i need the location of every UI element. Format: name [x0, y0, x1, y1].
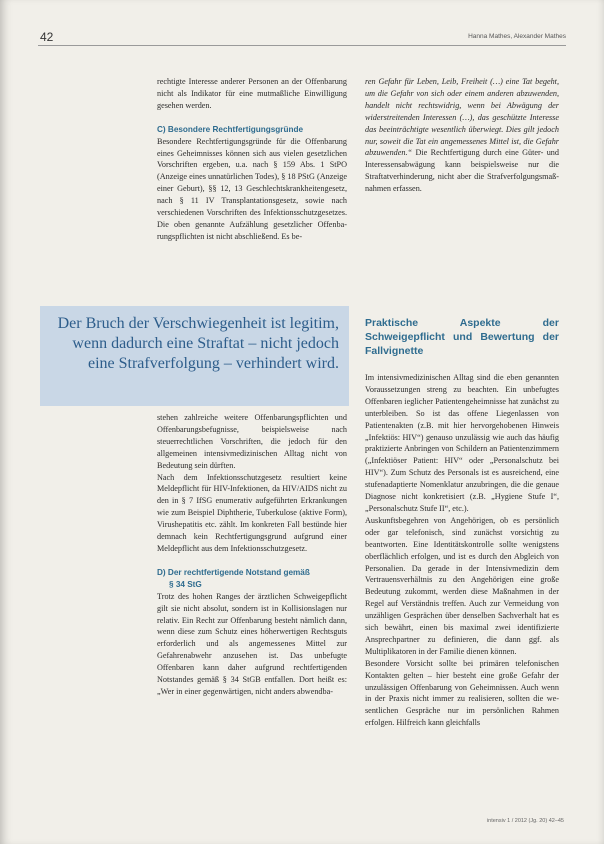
section-heading-d: [157, 567, 347, 591]
footer-citation: intensiv 1 / 2012 (Jg. 20) 42–45: [486, 818, 564, 824]
paragraph-text: Trotz des hohen Ranges der ärztlichen Schweigepflicht gilt sie nicht absolut, sondern ist in Kollisionslagen nur relativ. Ein Recht zur Offenbarung besteht nämlich dann, wenn diese zum Schutz eines höherwertigen Rechtsguts erforderlich und als angemessenes Mittel zur Gefahrenabwehr anzusehen ist. Das unbefugte Offenbaren kann daher aufgrund rechtfertigenden Notstandes gemäß § 34 StGB entfallen. Dort heißt es: „Wer in einer gegenwärtigen, nicht anders abwendba-: [157, 591, 347, 696]
paragraph: Auskunftsbegehren von Angehörigen, ob es persönlich oder gar telefonisch, sind zunächst vorsichtig zu beantworten. Eine Identitätskontrolle sollte wenigstens oberflächlich erfolgen, und ist es durch den Abgleich von Personalien. Da gerade in der Intensivmedizin dem Vertrauensverhältnis zu den Angehörigen eine große Bedeutung zukommt, werden diese Maßnahmen in der Regel auf Verständnis treffen. Auch zur Vermeidung von unzähligen Gesprächen über denselben Sachverhalt hat es sich bewährt, einen bis maximal zwei identifizierte Ansprechpartner zu definieren, die dann ggf. als Multiplikatoren in der Familie dienen können.: [365, 515, 559, 656]
paragraph: [365, 76, 559, 195]
right-column-top: [365, 76, 559, 195]
paragraph: [157, 591, 347, 698]
section-heading-d-line2: § 34 StG: [169, 579, 202, 589]
paragraph: Besondere Rechtfertigungsgründe für die Offenbarung eines Geheimnisses können sich aus vielen gesetzlichen Vorschriften ergeben, u.a. nach § 159 Abs. 1 StPO (Anzeige eines unnatürlichen Todes), § 18 PStG (Anzeige einer Geburt), §§ 12, 13 Geschlechtskrankheitengesetz, nach § 11 IV Transplantationsgesetz, sowie nach verschiedenen Vorschriften des Infektionsschutzgesetzes. Die oben genannte Aufzählung gesetzlicher Offenbarungspflichten ist nicht abschließend. Es be-: [157, 136, 347, 241]
paragraph: rechtigte Interesse anderer Personen an der Offenbarung nicht als Indikator für eine mutmaßliche Einwilligung gesehen werden.: [157, 77, 347, 110]
paragraph: Besondere Vorsicht sollte bei primären telefonischen Kontakten gelten – hier besteht eine große Gefahr der unzulässigen Offenbarung von Geheimnissen. Auch wenn in der Praxis nicht immer zu realisieren, sollten die wesentlichen Gespräche nur im persönlichen Rahmen erfolgen. Hilfreich kann gleichfalls: [365, 658, 559, 728]
pull-quote-box: [40, 306, 349, 406]
statute-quote: ren Gefahr für Leben, Leib, Freiheit (…) eine Tat begeht, um die Gefahr von sich oder einem anderen abzuwenden, handelt nicht rechtswidrig, wenn bei Abwägung der widerstreitenden Interessen (…), das geschützte Interesse das beeinträchtigte wesentlich überwiegt. Dies gilt jedoch nur, soweit die Tat ein angemessenes Mittel ist, die Gefahr abzuwenden.“: [365, 77, 559, 158]
header-rule: [38, 45, 566, 46]
page-number: 42: [40, 30, 54, 44]
section-heading-d-line1: D) Der rechtfertigende Notstand gemäß: [157, 567, 310, 577]
main-section-heading: Praktische Aspekte der Schweigepflicht und Bewertung der Fallvignette: [365, 317, 559, 357]
left-column-top: [157, 76, 347, 243]
pull-quote-text: Der Bruch der Verschwiegenheit ist legitim, wenn dadurch eine Straftat – nicht jedoch eine Strafverfolgung – verhindert wird.: [57, 315, 339, 372]
paragraph-text: Die Rechtfertigung durch eine Güter- und Interessensabwägung kann beispielsweise nur die Straftatverhinderung, nicht aber die Strafverfolgungsmaßnahmen erfassen.: [365, 148, 559, 194]
paragraph: Im intensivmedizinischen Alltag sind die eben genannten Voraussetzungen streng zu beachten. Ein unbefugtes Offenbaren ieglicher Patientengeheimnisse hat zunächst zu unterbleiben. So ist das offene Liegenlassen von Patientenakten (z.B. mit hier hervorgehobenen Hinweis „Infektiös: HIV“) genauso unzulässig wie auch das häufig praktizierte Anbringen von Schildern an Patientenzimmern („Infektiöser Patient: HIV“ oder „Personalschutz bei HIV“). Zum Schutz des Personals ist es ausreichend, eine stufenadaptierte Nomenklatur anzubringen, die die genaue Diagnose nicht konkretisiert (z.B. „Hygiene Stufe I“, „Personalschutz Stufe II“, etc.).: [365, 373, 559, 513]
left-column-bottom: [157, 412, 347, 698]
paragraph: stehen zahlreiche weitere Offenbarungspflichten und Offenbarungsbefugnisse, beispielsweise nach steuerrechtlichen Vorschriften, die jedoch für den allgemeinen intensivmedizinischen Alltag nicht von Bedeutung sein dürften.: [157, 413, 347, 470]
right-column-bottom: [365, 316, 559, 729]
running-header-authors: Hanna Mathes, Alexander Mathes: [468, 33, 566, 40]
section-heading-c: C) Besondere Rechtfertigungsgründe: [157, 124, 304, 134]
paragraph: Nach dem Infektionsschutzgesetz resultiert keine Meldepflicht für HIV-Infektionen, da HIV/AIDS nicht zu den in § 7 IfSG enumerativ aufgeführten Erkrankungen wie zum Beispiel Diphtherie, Tuberkulose (aktive Form), Virushepatitis etc. zählt. Im konkreten Fall bestünde hier demnach kein Rechtfertigungsgrund aufgrund einer Meldepflicht aus dem Infektionsschutzgesetz.: [157, 472, 347, 553]
